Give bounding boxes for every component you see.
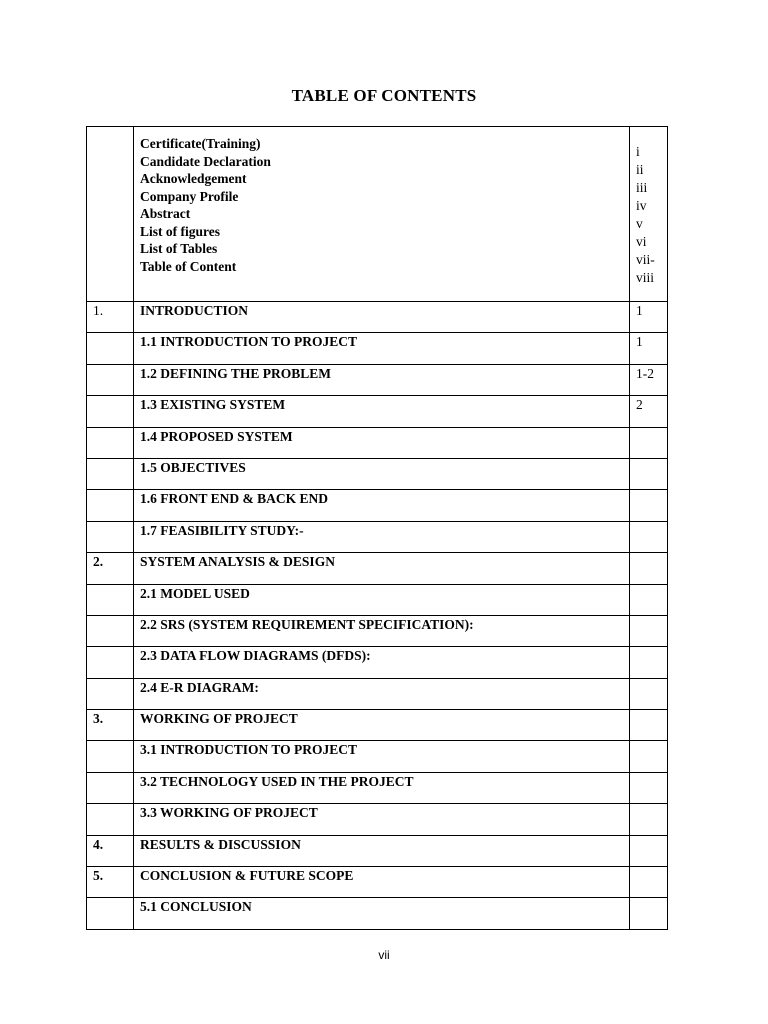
toc-row bbox=[87, 741, 668, 772]
page-title: TABLE OF CONTENTS bbox=[291, 86, 477, 105]
front-matter-item[interactable]: Acknowledgement bbox=[140, 171, 247, 186]
toc-entry-title[interactable]: 1.3 EXISTING SYSTEM bbox=[134, 396, 630, 427]
front-matter-page: viii bbox=[636, 270, 655, 285]
chapter-number bbox=[87, 615, 134, 646]
chapter-number bbox=[87, 804, 134, 835]
chapter-number bbox=[87, 396, 134, 427]
toc-entry-title[interactable]: 1.5 OBJECTIVES bbox=[134, 458, 630, 489]
chapter-number bbox=[87, 364, 134, 395]
toc-entry-title[interactable]: 3.3 WORKING OF PROJECT bbox=[134, 804, 630, 835]
chapter-number: 4. bbox=[87, 835, 134, 866]
chapter-number bbox=[87, 584, 134, 615]
front-matter-page: vi bbox=[636, 234, 647, 249]
toc-entry-page: 1 bbox=[630, 302, 668, 333]
toc-entry-title[interactable]: 2.4 E-R DIAGRAM: bbox=[134, 678, 630, 709]
toc-row bbox=[87, 898, 668, 929]
chapter-number bbox=[87, 521, 134, 552]
chapter-number: 3. bbox=[87, 710, 134, 741]
toc-entry-page: 2 bbox=[630, 396, 668, 427]
front-matter-item[interactable]: Abstract bbox=[140, 206, 191, 221]
toc-row bbox=[87, 710, 668, 741]
toc-entry-title[interactable]: WORKING OF PROJECT bbox=[134, 710, 630, 741]
toc-entry-title[interactable]: 1.6 FRONT END & BACK END bbox=[134, 490, 630, 521]
toc-entry-title[interactable]: 2.1 MODEL USED bbox=[134, 584, 630, 615]
toc-entry-page bbox=[630, 804, 668, 835]
chapter-number: 2. bbox=[87, 553, 134, 584]
front-matter-page: iv bbox=[636, 198, 647, 213]
toc-entry-page bbox=[630, 741, 668, 772]
chapter-number bbox=[87, 333, 134, 364]
toc-row bbox=[87, 333, 668, 364]
front-matter-item[interactable]: Candidate Declaration bbox=[140, 153, 271, 169]
toc-row bbox=[87, 867, 668, 898]
toc-row bbox=[87, 364, 668, 395]
toc-row bbox=[87, 804, 668, 835]
toc-row bbox=[87, 553, 668, 584]
toc-entry-title[interactable]: 2.2 SRS (SYSTEM REQUIREMENT SPECIFICATION): bbox=[134, 615, 630, 646]
chapter-number bbox=[87, 772, 134, 803]
toc-entry-title[interactable]: 1.4 PROPOSED SYSTEM bbox=[134, 427, 630, 458]
toc-entry-page bbox=[630, 772, 668, 803]
chapter-number bbox=[87, 678, 134, 709]
front-matter-page: vii- bbox=[636, 252, 655, 267]
toc-entry-page bbox=[630, 898, 668, 929]
front-matter-row bbox=[87, 127, 668, 302]
chapter-number bbox=[87, 741, 134, 772]
toc-entry-page bbox=[630, 490, 668, 521]
toc-entry-title[interactable]: CONCLUSION & FUTURE SCOPE bbox=[134, 867, 630, 898]
toc-entry-page bbox=[630, 521, 668, 552]
toc-row bbox=[87, 678, 668, 709]
front-matter-pages-cell bbox=[630, 127, 668, 302]
toc-entry-title[interactable]: 3.1 INTRODUCTION TO PROJECT bbox=[134, 741, 630, 772]
toc-row bbox=[87, 396, 668, 427]
toc-entry-page bbox=[630, 835, 668, 866]
toc-row bbox=[87, 647, 668, 678]
front-matter-item[interactable]: List of figures bbox=[140, 223, 220, 239]
front-matter-item[interactable]: Table of Content bbox=[140, 258, 237, 274]
front-matter-page: v bbox=[636, 216, 643, 231]
toc-entry-title[interactable]: RESULTS & DISCUSSION bbox=[134, 835, 630, 866]
chapter-number bbox=[87, 490, 134, 521]
page-number: vii bbox=[378, 948, 390, 962]
toc-entry-title[interactable]: 1.7 FEASIBILITY STUDY:- bbox=[134, 521, 630, 552]
toc-entry-page bbox=[630, 458, 668, 489]
toc-row bbox=[87, 490, 668, 521]
toc-entry-page bbox=[630, 553, 668, 584]
toc-entry-page bbox=[630, 710, 668, 741]
toc-entry-page bbox=[630, 584, 668, 615]
toc-row bbox=[87, 458, 668, 489]
toc-entry-page: 1-2 bbox=[630, 364, 668, 395]
chapter-number bbox=[87, 898, 134, 929]
chapter-number bbox=[87, 427, 134, 458]
chapter-number bbox=[87, 647, 134, 678]
toc-entry-page bbox=[630, 647, 668, 678]
chapter-number: 1. bbox=[87, 302, 134, 333]
front-matter-page: i bbox=[636, 144, 640, 159]
toc-entry-page bbox=[630, 867, 668, 898]
toc-entry-page bbox=[630, 678, 668, 709]
toc-entry-title[interactable]: 1.2 DEFINING THE PROBLEM bbox=[134, 364, 630, 395]
toc-entry-page bbox=[630, 427, 668, 458]
toc-row bbox=[87, 521, 668, 552]
toc-entry-page: 1 bbox=[630, 333, 668, 364]
chapter-number bbox=[87, 458, 134, 489]
toc-row bbox=[87, 772, 668, 803]
front-matter-item[interactable]: Company Profile bbox=[140, 188, 239, 204]
toc-row bbox=[87, 302, 668, 333]
front-matter-num-cell bbox=[87, 127, 134, 302]
front-matter-items-cell bbox=[134, 127, 630, 302]
toc-entry-title[interactable]: 1.1 INTRODUCTION TO PROJECT bbox=[134, 333, 630, 364]
toc-row bbox=[87, 427, 668, 458]
toc-entry-title[interactable]: 3.2 TECHNOLOGY USED IN THE PROJECT bbox=[134, 772, 630, 803]
front-matter-page: ii bbox=[636, 162, 644, 177]
toc-entry-page bbox=[630, 615, 668, 646]
front-matter-item[interactable]: Certificate(Training) bbox=[140, 136, 261, 151]
front-matter-item[interactable]: List of Tables bbox=[140, 241, 218, 256]
toc-row bbox=[87, 584, 668, 615]
toc-table bbox=[86, 126, 668, 930]
toc-entry-title[interactable]: INTRODUCTION bbox=[134, 302, 630, 333]
chapter-number: 5. bbox=[87, 867, 134, 898]
toc-row bbox=[87, 835, 668, 866]
front-matter-page: iii bbox=[636, 180, 648, 195]
toc-entry-title[interactable]: 2.3 DATA FLOW DIAGRAMS (DFDS): bbox=[134, 647, 630, 678]
toc-entry-title[interactable]: 5.1 CONCLUSION bbox=[134, 898, 630, 929]
toc-entry-title[interactable]: SYSTEM ANALYSIS & DESIGN bbox=[134, 553, 630, 584]
toc-row bbox=[87, 615, 668, 646]
